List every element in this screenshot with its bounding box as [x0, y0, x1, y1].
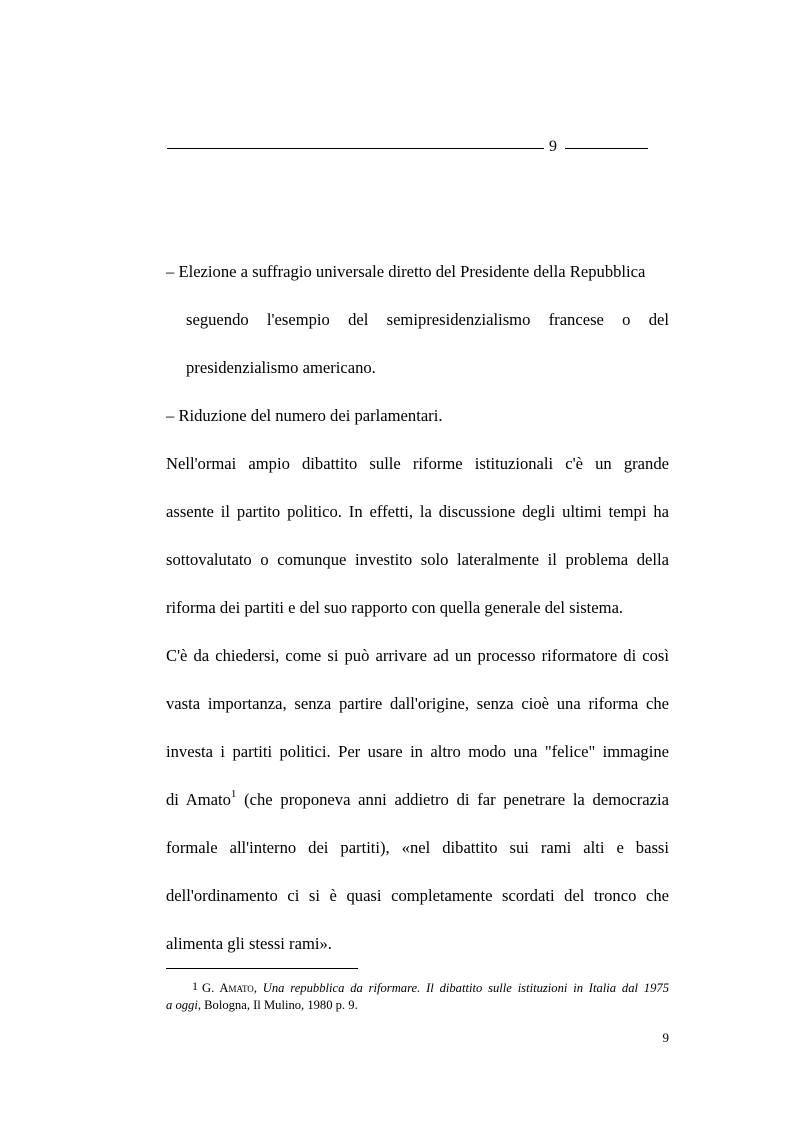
footnote: [166, 978, 669, 1014]
list-item-text: – Elezione a suffragio universale diretto del Presidente della Repubblica: [166, 262, 646, 281]
footnote-separator: [166, 968, 358, 969]
list-item-text: – Riduzione del numero dei parlamentari.: [166, 406, 443, 425]
text-line: seguendo l'esempio del semipresidenzialismo francese o del: [186, 310, 669, 329]
paragraph-line: sottovalutato o comunque investito solo lateralmente il problema della: [166, 550, 669, 569]
footnote-line: [166, 997, 669, 1014]
footnote-mark: 1: [192, 979, 198, 993]
footnote-reference[interactable]: 1: [230, 788, 237, 801]
paragraph-line: Nell'ormai ampio dibattito sulle riforme istituzionali c'è un grande: [166, 454, 669, 473]
body-text: [166, 256, 669, 976]
paragraph-line: [166, 784, 669, 832]
paragraph-line: riforma dei partiti e del suo rapporto con quella generale del sistema.: [166, 598, 624, 617]
paragraph-line: alimenta gli stessi rami».: [166, 934, 332, 953]
footnote-line: 1 G. Amato, Una repubblica da riformare. Il dibattito sulle istituzioni in Italia dal 1975: [192, 979, 669, 995]
running-header: [167, 137, 648, 157]
paragraph-line: C'è da chiedersi, come si può arrivare ad un processo riformatore di così: [166, 646, 669, 665]
text-fragment: (che proponeva anni addietro di far penetrare la democrazia: [236, 790, 669, 809]
paragraph-line: formale all'interno dei partiti), «nel dibattito sui rami alti e bassi: [166, 838, 669, 857]
footnote-title: Una repubblica da riformare. Il dibattito sulle istituzioni in Italia dal 1975: [262, 981, 669, 995]
paragraph-line: vasta importanza, senza partire dall'origine, senza cioè una riforma che: [166, 694, 669, 713]
header-rule-right: [565, 148, 648, 149]
text-line: presidenzialismo americano.: [186, 358, 376, 377]
footnote-author: G. Amato: [202, 981, 254, 995]
footnote-title-cont: a oggi: [166, 998, 198, 1012]
paragraph-line: investa i partiti politici. Per usare in altro modo una "felice" immagine: [166, 742, 669, 761]
paragraph-line: dell'ordinamento ci si è quasi completamente scordati del tronco che: [166, 886, 669, 905]
footer-page-number: 9: [662, 1030, 669, 1045]
footnote-publication: , Bologna, Il Mulino, 1980 p. 9.: [197, 998, 358, 1012]
text-fragment: di Amato: [166, 790, 231, 809]
paragraph-line: assente il partito politico. In effetti, la discussione degli ultimi tempi ha: [166, 502, 669, 521]
header-page-number: 9: [549, 138, 557, 155]
header-rule-left: [167, 148, 544, 149]
